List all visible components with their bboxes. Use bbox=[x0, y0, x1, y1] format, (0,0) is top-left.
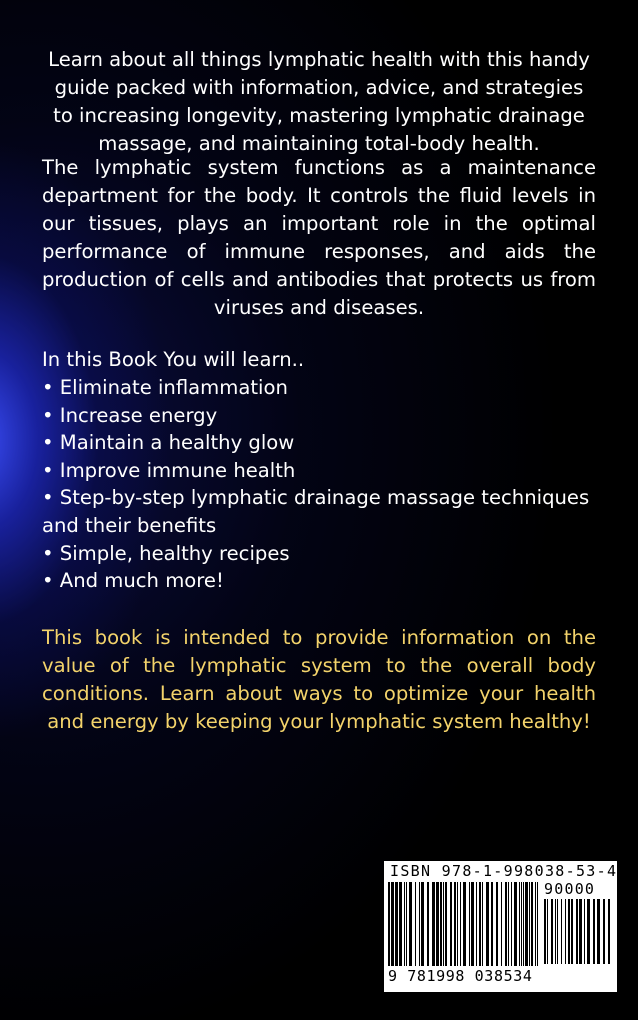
barcode-bar bbox=[486, 882, 489, 966]
barcode-bar bbox=[450, 882, 452, 966]
barcode-bar bbox=[427, 882, 429, 966]
barcode-bar bbox=[531, 882, 533, 966]
barcode-bar bbox=[491, 882, 493, 966]
barcode-bar bbox=[404, 882, 405, 966]
barcode-block bbox=[384, 861, 617, 992]
barcode-bar bbox=[535, 882, 536, 966]
barcode-bar bbox=[529, 882, 530, 966]
barcode-bar bbox=[415, 882, 416, 966]
barcode-bar bbox=[395, 882, 398, 966]
list-item: • Eliminate inflammation bbox=[42, 376, 288, 399]
barcode-bar bbox=[443, 882, 444, 966]
barcode-bar bbox=[454, 882, 456, 966]
list-item: • Simple, healthy recipes bbox=[42, 541, 290, 565]
barcode-bar bbox=[525, 882, 528, 966]
barcode-bar bbox=[597, 899, 600, 964]
barcode-bar bbox=[603, 899, 605, 964]
list-item: • Step-by-step lymphatic drainage massage techniques and their benefits bbox=[42, 486, 590, 537]
barcode-bar bbox=[457, 882, 458, 966]
learn-heading: In this Book You will learn.. bbox=[42, 348, 305, 371]
barcode-bar bbox=[436, 882, 439, 966]
barcode-bar bbox=[544, 899, 546, 964]
barcode-bar bbox=[593, 899, 595, 964]
barcode-bar bbox=[409, 882, 412, 966]
barcode-bar bbox=[432, 882, 435, 966]
barcode-bar bbox=[571, 899, 573, 964]
list-item: • Improve immune health bbox=[42, 458, 296, 482]
barcode-bar bbox=[608, 899, 610, 964]
barcode-bar bbox=[508, 882, 509, 966]
barcode-bar bbox=[496, 882, 498, 966]
barcode-bar bbox=[388, 882, 390, 966]
list-item: • Increase energy bbox=[42, 403, 218, 427]
barcode-bar bbox=[399, 882, 402, 966]
barcode-bar bbox=[555, 899, 556, 964]
barcode-bar bbox=[445, 882, 447, 966]
barcode-bar bbox=[476, 882, 477, 966]
barcode-bar bbox=[440, 882, 442, 966]
barcode-bar bbox=[537, 882, 538, 966]
barcode-bar bbox=[391, 882, 394, 966]
addon-barcode-bars bbox=[544, 899, 610, 964]
list-item: • And much more! bbox=[42, 569, 224, 593]
lymphatic-description-paragraph: The lymphatic system functions as a maintenance department for the body. It controls the fluid levels in our tissues, plays an important role in the optimal performance of immune responses, and aids the production of cells and antibodies that protects us from viruses and diseases. bbox=[42, 156, 596, 319]
barcode-bar bbox=[479, 882, 481, 966]
barcode-bar bbox=[463, 882, 466, 966]
barcode-bar bbox=[519, 882, 520, 966]
barcode-bar bbox=[576, 899, 578, 964]
barcode-bar bbox=[521, 882, 522, 966]
barcode-bar bbox=[523, 882, 524, 966]
barcode-bar bbox=[547, 899, 548, 964]
barcode-bar bbox=[565, 899, 566, 964]
barcode-bars bbox=[388, 882, 538, 966]
barcode-bar bbox=[469, 882, 470, 966]
intro-paragraph: Learn about all things lymphatic health with this handy guide packed with information, advice, and strategies to increasing longevity, mastering lymphatic drainage massage, and maintaining total-body health. bbox=[48, 48, 590, 155]
barcode-bar bbox=[482, 882, 483, 966]
isbn-label: ISBN 978-1-998038-53-4 bbox=[390, 862, 618, 880]
barcode-bar bbox=[551, 899, 553, 964]
closing-paragraph: This book is intended to provide information on the value of the lymphatic system to the overall body conditions. Learn about ways to optimize your health and energy by keeping your lymphatic system healthy! bbox=[42, 626, 596, 733]
barcode-bar bbox=[511, 882, 512, 966]
barcode-bar bbox=[505, 882, 507, 966]
barcode-bar bbox=[501, 882, 502, 966]
barcode-bar bbox=[557, 899, 558, 964]
barcode-bar bbox=[587, 899, 590, 964]
barcode-bar bbox=[561, 899, 562, 964]
benefits-list bbox=[42, 374, 602, 595]
barcode-bar bbox=[584, 899, 585, 964]
barcode-bar bbox=[568, 899, 570, 964]
barcode-bar bbox=[471, 882, 474, 966]
barcode-bar bbox=[514, 882, 517, 966]
barcode-bar bbox=[406, 882, 407, 966]
barcode-bar bbox=[460, 882, 461, 966]
price-addon-label: 90000 bbox=[544, 880, 596, 898]
barcode-bar bbox=[421, 882, 424, 966]
barcode-bar bbox=[579, 899, 582, 964]
barcode-bar bbox=[419, 882, 420, 966]
barcode-digits: 9 781998 038534 bbox=[388, 967, 533, 985]
list-item: • Maintain a healthy glow bbox=[42, 431, 295, 455]
